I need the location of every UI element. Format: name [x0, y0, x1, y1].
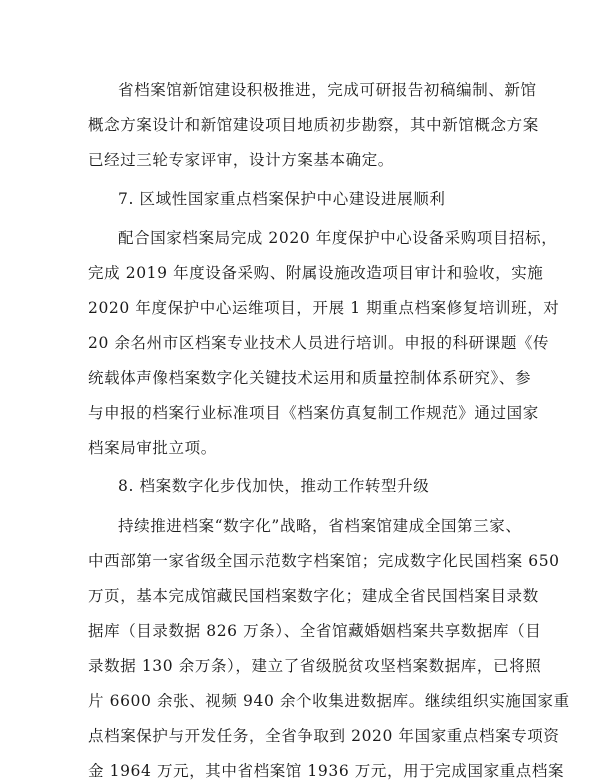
paragraph-3-line-1: 持续推进档案“数字化”战略，省档案馆建成全国第三家、 — [118, 517, 522, 535]
paragraph-3-line-3: 万页，基本完成馆藏民国档案数字化；建成全省民国档案目录数 — [88, 587, 539, 605]
paragraph-2-line-6: 与申报的档案行业标准项目《档案仿真复制工作规范》通过国家 — [88, 404, 539, 422]
section-8-heading: 8. 档案数字化步伐加快，推动工作转型升级 — [118, 477, 430, 495]
paragraph-2-line-7: 档案局审批立项。 — [88, 439, 217, 457]
paragraph-2-line-3: 2020 年度保护中心运维项目，开展 1 期重点档案修复培训班，对 — [88, 299, 560, 317]
paragraph-2-line-2: 完成 2019 年度设备采购、附属设施改造项目审计和验收，实施 — [88, 264, 544, 282]
section-7-heading: 7. 区域性国家重点档案保护中心建设进展顺利 — [118, 190, 446, 208]
paragraph-1-line-3: 已经过三轮专家评审，设计方案基本确定。 — [88, 151, 394, 169]
paragraph-3-line-5: 录数据 130 余万条），建立了省级脱贫攻坚档案数据库，已将照 — [88, 657, 542, 675]
paragraph-3-line-4: 据库（目录数据 826 万条）、全省馆藏婚姻档案共享数据库（目 — [88, 622, 542, 640]
paragraph-3-line-7: 点档案保护与开发任务，全省争取到 2020 年国家重点档案专项资 — [88, 727, 560, 745]
paragraph-2-line-1: 配合国家档案局完成 2020 年度保护中心设备采购项目招标， — [118, 229, 558, 247]
paragraph-2-line-4: 20 余名州市区档案专业技术人员进行培训。申报的科研课题《传 — [88, 334, 550, 352]
paragraph-3-line-8: 金 1964 万元，其中省档案馆 1936 万元，用于完成国家重点档案 — [88, 762, 565, 780]
paragraph-3-line-2: 中西部第一家省级全国示范数字档案馆；完成数字化民国档案 650 — [88, 552, 560, 570]
paragraph-2-line-5: 统载体声像档案数字化关键技术运用和质量控制体系研究》、参 — [88, 369, 532, 387]
paragraph-1-line-2: 概念方案设计和新馆建设项目地质初步勘察，其中新馆概念方案 — [88, 116, 539, 134]
paragraph-1-line-1: 省档案馆新馆建设积极推进，完成可研报告初稿编制、新馆 — [118, 81, 537, 99]
paragraph-3-line-6: 片 6600 余张、视频 940 余个收集进数据库。继续组织实施国家重 — [88, 692, 570, 710]
